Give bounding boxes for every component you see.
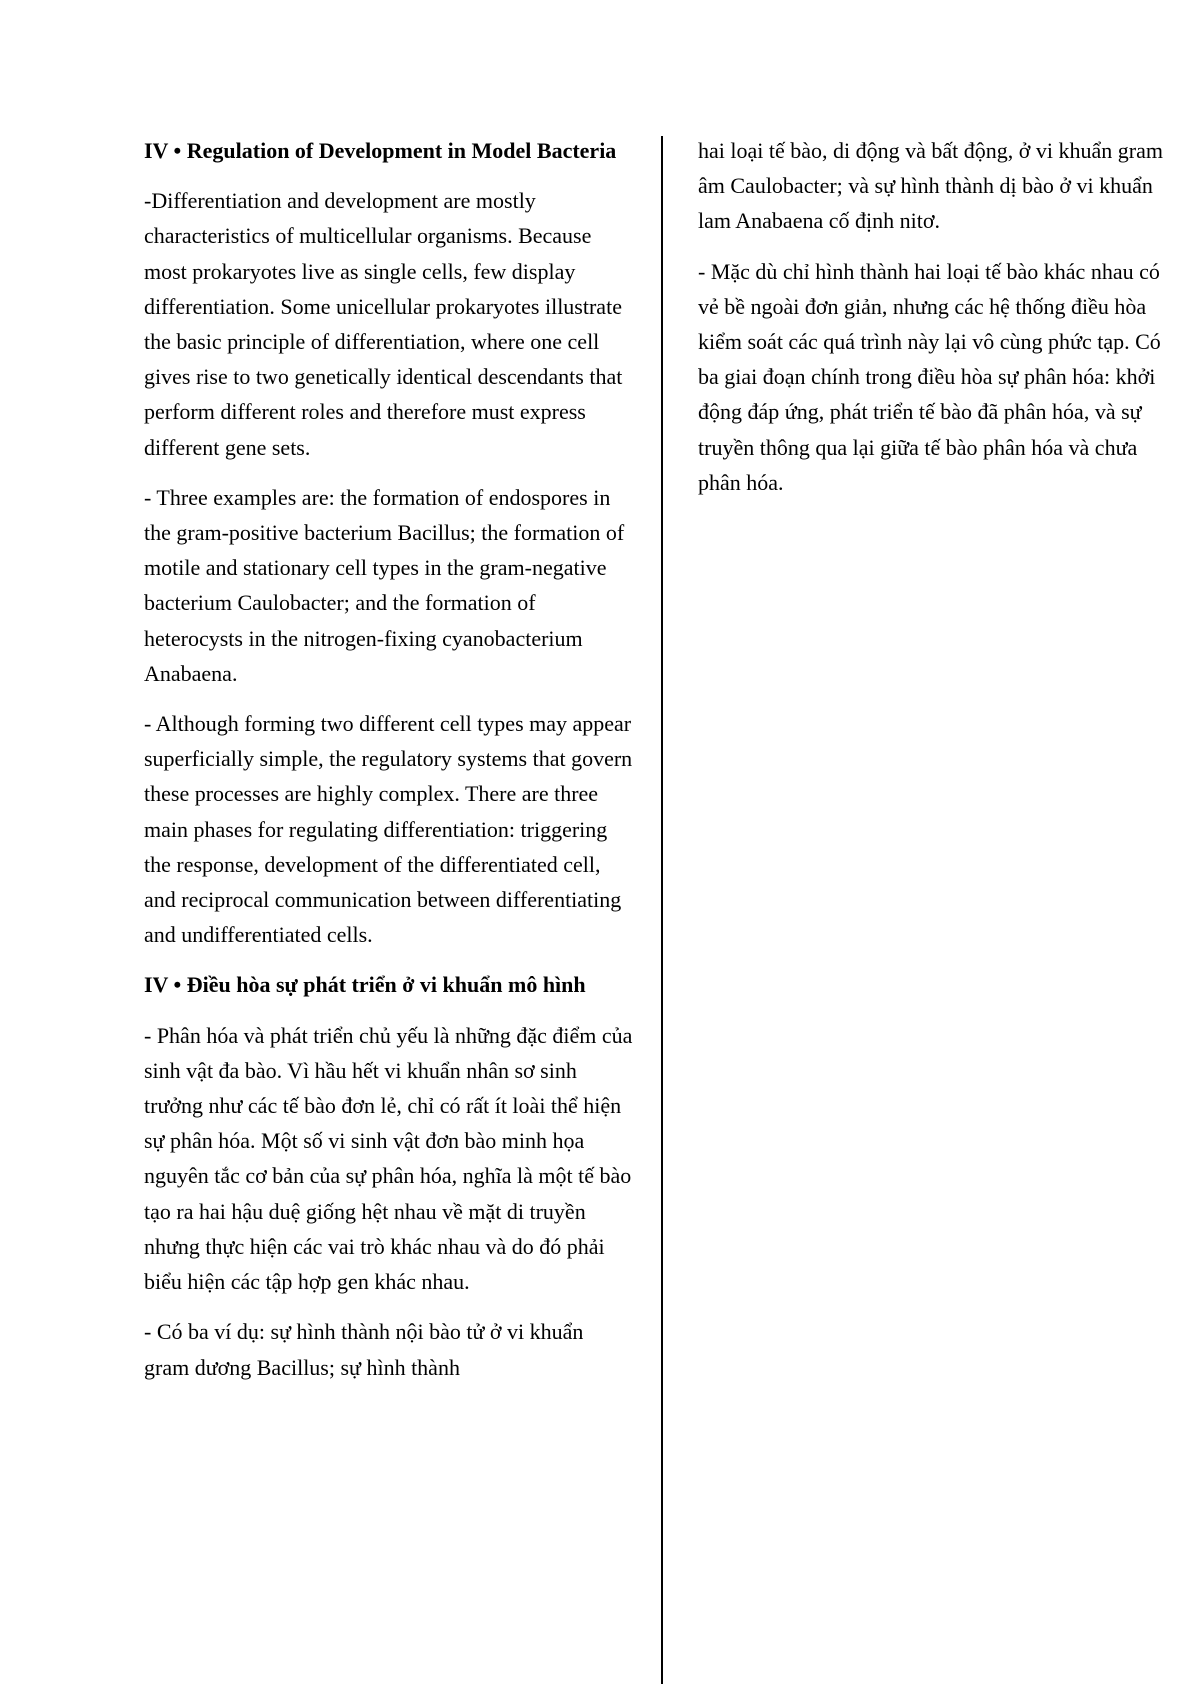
paragraph-vi-regulatory-systems: - Mặc dù chỉ hình thành hai loại tế bào khác nhau có vẻ bề ngoài đơn giản, nhưng các hệ thống điều hòa kiểm soát các quá trình này lại vô cùng phức tạp. Có ba giai đoạn chính trong điều hòa sự phân hóa: khởi động đáp ứng, phát triển tế bào đã phân hóa, và sự truyền thông qua lại giữa tế bào phân hóa và chưa phân hóa.: [698, 258, 1161, 495]
section-heading-english: IV • Regulation of Development in Model Bacteria: [144, 138, 617, 163]
paragraph-vi-differentiation: - Phân hóa và phát triển chủ yếu là những đặc điểm của sinh vật đa bào. Vì hầu hết vi khuẩn nhân sơ sinh trưởng như các tế bào đơn lẻ, chỉ có rất ít loài thể hiện sự phân hóa. Một số vi sinh vật đơn bào minh họa nguyên tắc cơ bản của sự phân hóa, nghĩa là một tế bào tạo ra hai hậu duệ giống hệt nhau về mặt di truyền nhưng thực hiện các vai trò khác nhau và do đó phải biểu hiện các tập hợp gen khác nhau.: [144, 1022, 633, 1295]
paragraph-vi-examples-continued: hai loại tế bào, di động và bất động, ở vi khuẩn gram âm Caulobacter; và sự hình thành dị bào ở vi khuẩn lam Anabaena cố định nitơ.: [698, 138, 1163, 234]
paragraph-en-examples: - Three examples are: the formation of endospores in the gram-positive bacterium Bacillus; the formation of motile and stationary cell types in the gram-negative bacterium Caulobacter; and the formation of heterocysts in the nitrogen-fixing cyanobacterium Anabaena.: [144, 484, 625, 686]
left-column: [144, 133, 634, 1400]
paragraph-vi-examples-start: - Có ba ví dụ: sự hình thành nội bào tử ở vi khuẩn gram dương Bacillus; sự hình thành: [144, 1319, 584, 1380]
paragraph-en-regulatory-systems: - Although forming two different cell types may appear superficially simple, the regulatory systems that govern these processes are highly complex. There are three main phases for regulating differentiation: triggering the response, development of the differentiated cell, and reciprocal communication between differentiating and undifferentiated cells.: [144, 711, 633, 948]
paragraph-en-differentiation: -Differentiation and development are mostly characteristics of multicellular organisms. Because most prokaryotes live as single cells, few display differentiation. Some unicellular prokaryotes illustrate the basic principle of differentiation, where one cell gives rise to two genetically identical descendants that perform different roles and therefore must express different gene sets.: [144, 188, 623, 460]
right-column: [698, 133, 1176, 515]
section-heading-vietnamese: IV • Điều hòa sự phát triển ở vi khuẩn mô hình: [144, 972, 586, 998]
column-divider: [661, 136, 663, 1684]
